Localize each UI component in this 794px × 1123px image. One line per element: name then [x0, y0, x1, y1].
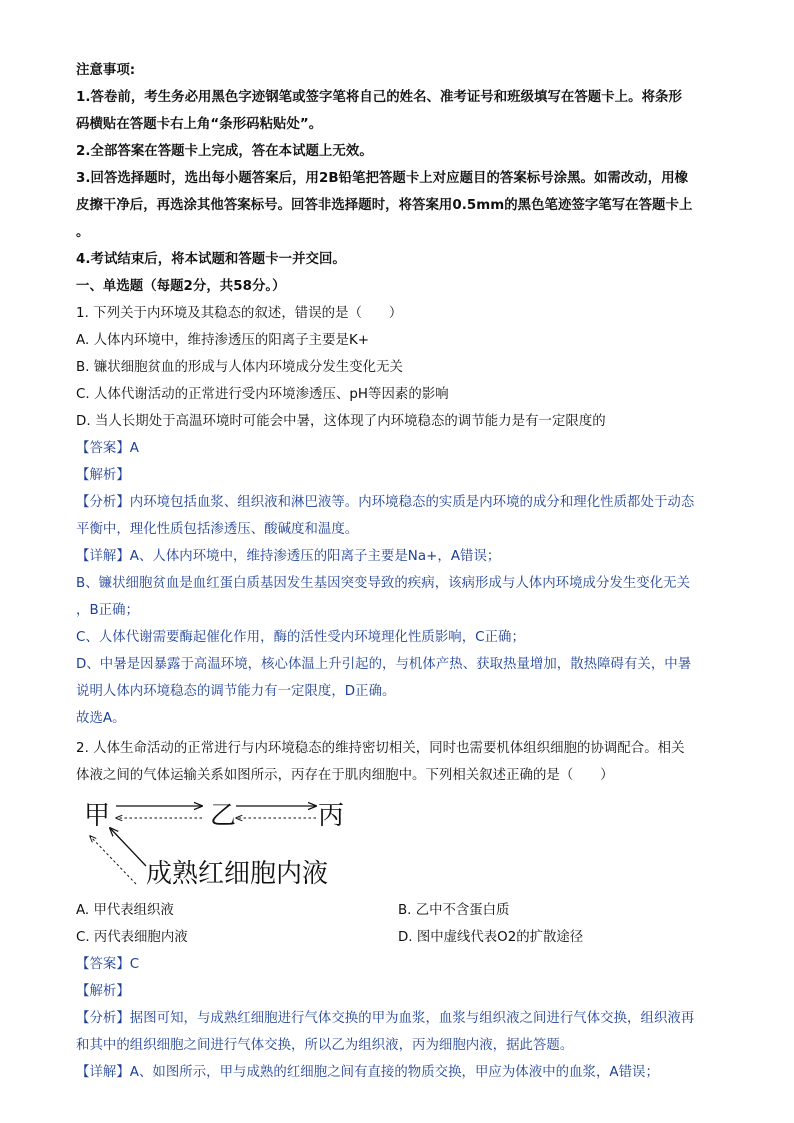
- q1-analysis-line: ，B正确；: [76, 603, 139, 618]
- q2-analysis-line: 和其中的组织细胞之间进行气体交换，所以乙为组织液，丙为细胞内液，据此答题。: [76, 1038, 574, 1053]
- q1-analysis-line: 【分析】内环境包括血浆、组织液和淋巴液等。内环境稳态的实质是内环境的成分和理化性质都处于动态: [76, 495, 695, 510]
- q1-answer: 【答案】A: [76, 441, 139, 456]
- q2-option-b: B. 乙中不含蛋白质: [398, 903, 510, 918]
- q1-analysis-line: 说明人体内环境稳态的调节能力有一定限度，D正确。: [76, 684, 396, 699]
- note-3-line-3: 。: [76, 225, 90, 240]
- dashed-arrow-rbc-to-jia: [90, 836, 136, 884]
- notes-title: 注意事项:: [76, 63, 136, 78]
- q2-stem-line-1: 2. 人体生命活动的正常进行与内环境稳态的维持密切相关，同时也需要机体组织细胞的协调配合。相关: [76, 741, 685, 756]
- q1-analysis-line: B、镰状细胞贫血是血红蛋白质基因发生基因突变导致的疾病，该病形成与人体内环境成分发生变化无关: [76, 576, 691, 591]
- q1-option-d: D. 当人长期处于高温环境时可能会中暑，这体现了内环境稳态的调节能力是有一定限度的: [76, 414, 606, 429]
- node-bing: 丙: [318, 801, 345, 831]
- note-2: 2.全部答案在答题卡上完成，答在本试题上无效。: [76, 144, 373, 159]
- note-3-line-1: 3.回答选择题时，选出每小题答案后，用2B铅笔把答题卡上对应题目的答案标号涂黑。如需改动，用橡: [76, 171, 689, 186]
- q1-analysis-line: 【详解】A、人体内环境中，维持渗透压的阳离子主要是Na+，A错误；: [76, 549, 501, 564]
- q1-analysis-line: C、人体代谢需要酶起催化作用，酶的活性受内环境理化性质影响，C正确；: [76, 630, 525, 645]
- q1-option-a: A. 人体内环境中，维持渗透压的阳离子主要是K+: [76, 333, 370, 348]
- q1-analysis-line: 故选A。: [76, 711, 126, 726]
- q1-analysis-line: D、中暑是因暴露于高温环境，核心体温上升引起的，与机体产热、获取热量增加，散热障碍有关，中暑: [76, 657, 692, 672]
- q2-analysis-line: 【分析】据图可知，与成熟红细胞进行气体交换的甲为血浆，血浆与组织液之间进行气体交换，组织液再: [76, 1011, 695, 1026]
- q2-stem-line-2: 体液之间的气体运输关系如图所示，丙存在于肌肉细胞中。下列相关叙述正确的是（ ）: [76, 768, 614, 783]
- note-1-line-2: 码横贴在答题卡右上角“条形码粘贴处”。: [76, 117, 323, 132]
- node-rbc-fluid: 成熟红细胞内液: [146, 859, 329, 889]
- node-jia: 甲: [84, 801, 111, 831]
- note-3-line-2: 皮擦干净后，再选涂其他答案标号。回答非选择题时，将答案用0.5mm的黑色笔迹签字笔写在答题卡上: [76, 198, 693, 213]
- q1-stem: 1. 下列关于内环境及其稳态的叙述，错误的是（ ）: [76, 306, 403, 321]
- q2-answer: 【答案】C: [76, 957, 140, 972]
- arrow-jia-rbc-exchange: [110, 828, 146, 866]
- gas-transport-diagram: [84, 794, 364, 896]
- q2-option-a: A. 甲代表组织液: [76, 903, 174, 918]
- q1-analysis-line: 平衡中，理化性质包括渗透压、酸碱度和温度。: [76, 522, 359, 537]
- node-yi: 乙: [210, 801, 237, 831]
- q1-option-b: B. 镰状细胞贫血的形成与人体内环境成分发生变化无关: [76, 360, 403, 375]
- q2-analysis-label: 【解析】: [76, 984, 130, 999]
- q2-option-d: D. 图中虚线代表O2的扩散途径: [398, 930, 584, 945]
- note-4: 4.考试结束后，将本试题和答题卡一并交回。: [76, 252, 346, 267]
- section-heading: 一、单选题（每题2分，共58分。）: [76, 279, 286, 294]
- q1-option-c: C. 人体代谢活动的正常进行受内环境渗透压、pH等因素的影响: [76, 387, 449, 402]
- note-1-line-1: 1.答卷前，考生务必用黑色字迹钢笔或签字笔将自己的姓名、准考证号和班级填写在答题卡上。将条形: [76, 90, 682, 105]
- q1-analysis-label: 【解析】: [76, 468, 130, 483]
- q2-analysis-line: 【详解】A、如图所示，甲与成熟的红细胞之间有直接的物质交换，甲应为体液中的血浆，A错误；: [76, 1065, 659, 1080]
- q2-option-c: C. 丙代表细胞内液: [76, 930, 188, 945]
